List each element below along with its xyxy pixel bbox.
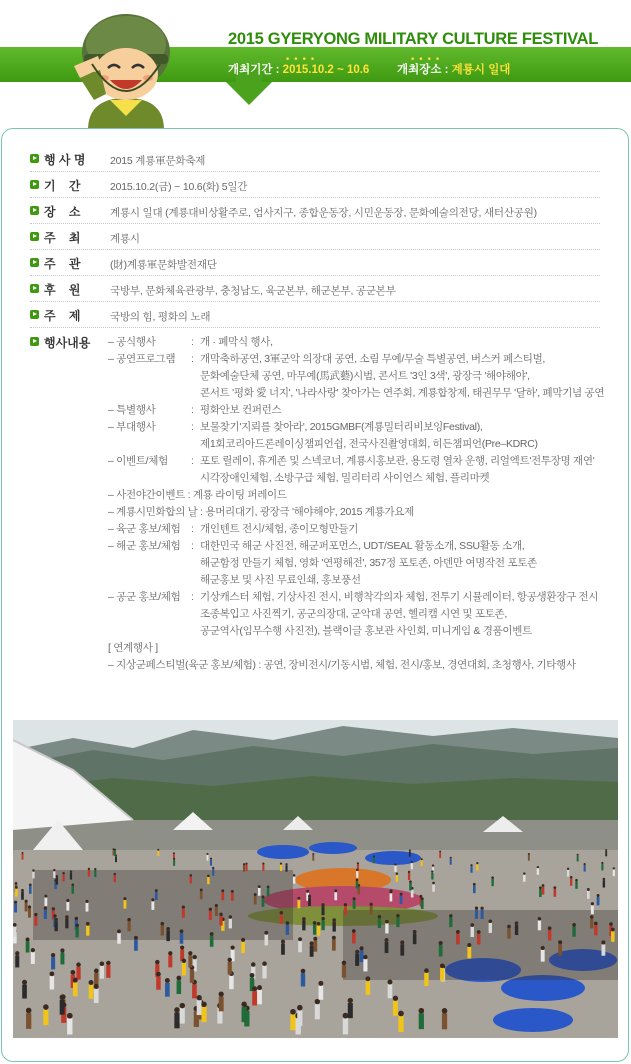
program-line <box>108 470 623 487</box>
program-line-colon: : <box>191 523 194 535</box>
program-line <box>108 521 623 538</box>
header-banner <box>0 0 631 130</box>
program-line <box>108 436 623 453</box>
program-line-value: 개인텐트 전시/체험, 종이모형만들기 <box>200 523 359 535</box>
program-line <box>108 657 623 674</box>
bullet-icon <box>30 337 39 346</box>
info-row-place: 장 소 계룡시 일대 (계룡대비상활주로, 엄사지구, 종합운동장, 시민운동장, 문화예술의전당, 새터산공원) <box>30 199 600 224</box>
program-line-value: 기상캐스터 체험, 기상사진 전시, 비행착각의자 체험, 전투기 시뮬레이터, 항공생환장구 전시 <box>200 591 599 603</box>
program-line <box>108 402 623 419</box>
bullet-icon <box>30 206 39 215</box>
decor-dots: •••• <box>410 55 444 65</box>
program-line-value: 포토 릴레이, 휴게존 및 스넥코너, 계룡시홍보관, 용도령 열차 운행, 리얼엑트'전투장명 재연' <box>200 455 595 467</box>
program-line <box>108 334 623 351</box>
program-line-value: 시각장애인체험, 소방구급 체험, 밀리터리 사이언스 체험, 플리마켓 <box>200 472 490 484</box>
program-line-value: 보물찾기'지뢰를 찾아라', 2015GMBF(계룡밀터리비보잉Festival), <box>200 421 483 433</box>
program-line-colon: : <box>191 421 194 433</box>
bullet-icon <box>30 310 39 319</box>
program-line-key: – 공식행사 <box>108 336 156 348</box>
decor-dots: •••• <box>285 55 319 65</box>
program-line-colon: : <box>191 455 194 467</box>
program-line-colon: : <box>191 591 194 603</box>
info-row-sponsor: 후 원 국방부, 문화체육관광부, 충청남도, 육군본부, 해군본부, 공군본부 <box>30 277 600 302</box>
program-line-colon: : <box>191 336 194 348</box>
program-line-value: 조종복입고 사진찍기, 공군의장대, 군악대 공연, 헬리캠 시연 및 포토존, <box>200 608 508 620</box>
program-line-value: 콘서트 '평화 愛 너지', '나라사랑' 찾아가는 연주회, 계룡합창제, 태권무무 '달하', 폐막기념 공연 <box>200 387 605 399</box>
festival-title: 2015 GYERYONG MILITARY CULTURE FESTIVAL <box>228 30 598 48</box>
info-row-name: 행 사 명 2015 계룡軍문화축제 <box>30 147 600 172</box>
program-line-value: 개막축하공연, 3軍군악 의장대 공연, 소림 무예/무술 특별공연, 버스커 페스티벌, <box>200 353 546 365</box>
bullet-icon <box>30 284 39 293</box>
program-line-colon: : <box>191 353 194 365</box>
program-line-value: – 사전야간이벤트 : 계룡 라이팅 퍼레이드 <box>108 489 287 501</box>
program-line-value: 해군홍보 및 사진 무료인쇄, 홍보풍선 <box>200 574 361 586</box>
saluting-soldier-mascot-icon <box>70 8 182 130</box>
program-line <box>108 504 623 521</box>
program-line <box>108 351 623 368</box>
bullet-icon <box>30 180 39 189</box>
program-line-value: 평화안보 컨퍼런스 <box>200 404 282 416</box>
program-line-value: 대한민국 해군 사진전, 해군퍼포먼스, UDT/SEAL 활동소개, SSU활동 소개, <box>200 540 525 552</box>
bullet-icon <box>30 258 39 267</box>
info-row-host: 주 최 계룡시 <box>30 225 600 250</box>
program-line <box>108 453 623 470</box>
program-line-colon: : <box>191 540 194 552</box>
program-line-value: 문화예술단체 공연, 마무예(馬武藝)시범, 콘서트 '3인 3색', 광장극 '해야해야', <box>200 370 530 382</box>
program-line <box>108 555 623 572</box>
program-line <box>108 385 623 402</box>
festival-place: 개최장소 : 계룡시 일대 <box>397 64 511 76</box>
program-line <box>108 606 623 623</box>
program-line <box>108 623 623 640</box>
program-line-value: 해군함정 만들기 체험, 영화 '연평해전', 357정 포토존, 아덴만 여명작전 포토존 <box>200 557 537 569</box>
info-row-organizer: 주 관 (財)계룡軍문화발전재단 <box>30 251 600 276</box>
program-line-key: – 해군 홍보/체험 <box>108 540 181 552</box>
info-row-theme: 주 제 국방의 힘, 평화의 노래 <box>30 303 600 328</box>
program-line-key: – 공연프로그램 <box>108 353 176 365</box>
program-line <box>108 589 623 606</box>
program-line <box>108 572 623 589</box>
program-line-key: – 이벤트/체험 <box>108 455 168 467</box>
program-line-key: – 특별행사 <box>108 404 156 416</box>
festival-crowd-photo <box>13 720 618 1038</box>
program-line <box>108 640 623 657</box>
program-line-key: – 부대행사 <box>108 421 156 433</box>
festival-period: 개최기간 : 2015.10.2 ~ 10.6 <box>228 64 370 76</box>
program-line-value: – 계룡시민화합의 날 : 용머리대기, 광장극 '해야해야', 2015 계룡가요제 <box>108 506 414 518</box>
program-line-value: 개 · 폐막식 행사, <box>200 336 273 348</box>
program-line <box>108 487 623 504</box>
bullet-icon <box>30 154 39 163</box>
program-line <box>108 419 623 436</box>
program-line <box>108 368 623 385</box>
bullet-icon <box>30 232 39 241</box>
program-line-value: [ 연계행사 ] <box>108 642 158 654</box>
info-row-period: 기 간 2015.10.2(금) ~ 10.6(화) 5일간 <box>30 173 600 198</box>
program-line-value: 제1회코리아드론레이싱챔피언쉽, 전국사진촬영대회, 히든챔피언(Pre–KDRC) <box>200 438 538 450</box>
program-line-colon: : <box>191 404 194 416</box>
program-line <box>108 538 623 555</box>
program-line-key: – 육군 홍보/체험 <box>108 523 181 535</box>
program-list <box>108 334 623 674</box>
program-line-key: – 공군 홍보/체험 <box>108 591 181 603</box>
program-line-value: 공군역사(임무수행 사진전), 블랙이글 홍보관 사인회, 미니게임 & 경품이벤트 <box>200 625 532 637</box>
down-arrow-icon <box>226 82 272 105</box>
program-line-value: – 지상군페스티벌(육군 홍보/체험) : 공연, 장비전시/기동시범, 체험, 전시/홍보, 경연대회, 초청행사, 기타행사 <box>108 659 576 671</box>
